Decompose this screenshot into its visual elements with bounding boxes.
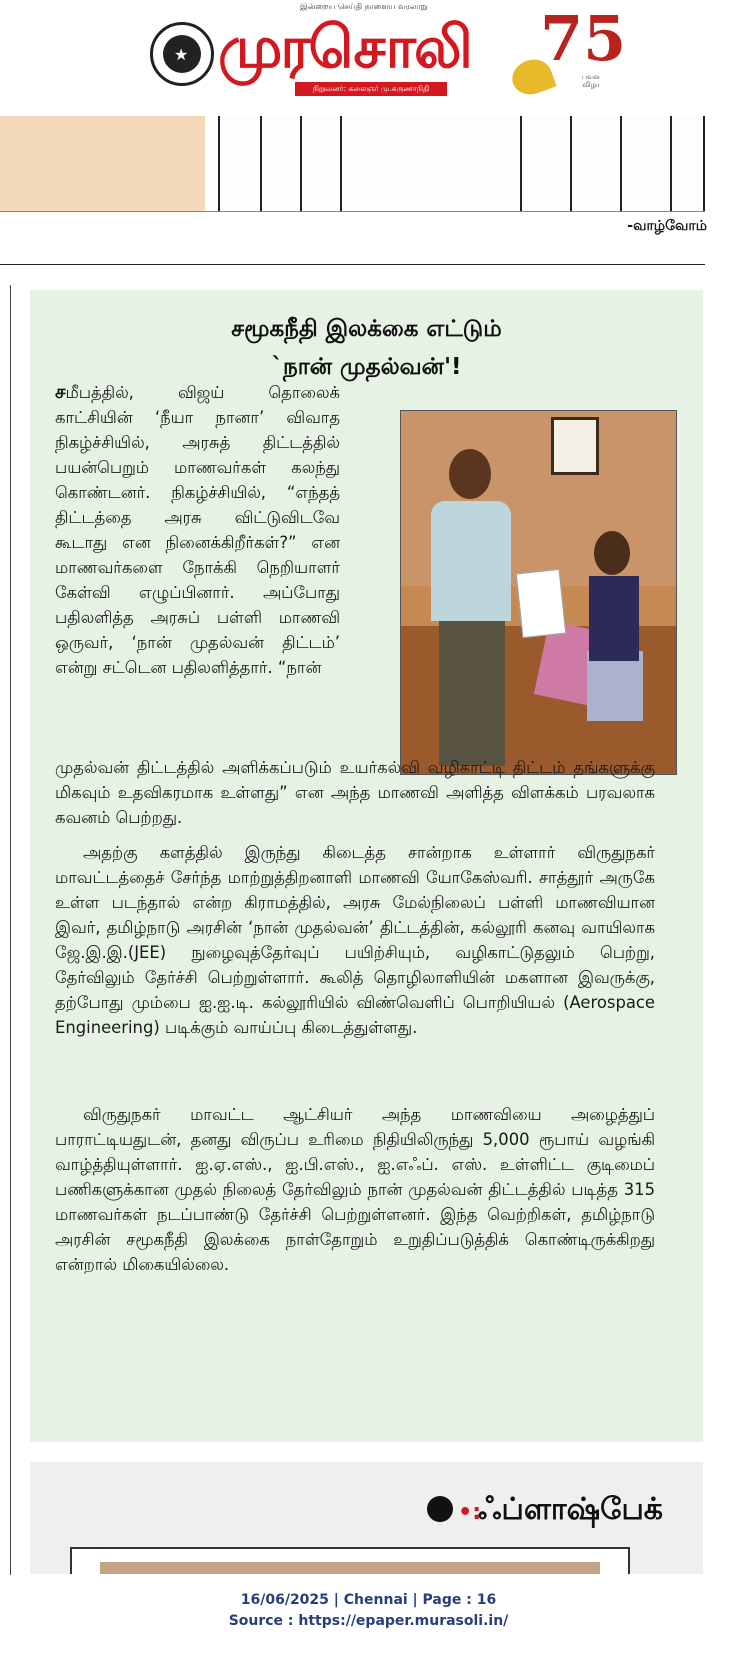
flashback-title: ஃப்ளாஷ்பேக் [478, 1492, 663, 1527]
article-paragraph-1-end: முதல்வன் திட்டத்தில் அளிக்கப்படும் உயர்கல்வி வழிகாட்டி திட்டம் தங்களுக்கு மிகவும் உதவிகரமாக உள்ளது” என அந்த மாணவி அளித்த விளக்கம் பரவலாக கவனம் பெற்றது. [55, 758, 655, 827]
anniversary-number: 75 [540, 2, 627, 75]
cartoon-panel-right [218, 116, 705, 212]
certificate-icon [516, 569, 567, 638]
flash-dots-icon: •: [458, 1500, 481, 1525]
section-divider [0, 264, 705, 265]
flashback-photo [100, 1562, 600, 1574]
article-photo [400, 410, 677, 775]
cartoon-panel-left [0, 116, 205, 212]
portrait-frame-icon [551, 417, 599, 475]
camera-icon [427, 1496, 453, 1522]
masthead-subtitle: நிறுவனர்: கலைஞர் மு.கருணாநிதி [295, 82, 447, 96]
flashback-section [30, 1462, 703, 1574]
column-rule [10, 285, 11, 1575]
footer-source-line: Source : https://epaper.murasoli.in/ [228, 1613, 509, 1629]
headline-line-2: `நான் முதல்வன்'! [271, 354, 462, 380]
article-paragraph-1-start [55, 380, 340, 680]
newspaper-logo: முரசொலி [218, 13, 471, 81]
party-emblem-icon: ★ [150, 22, 214, 86]
article-paragraph-2: அதற்கு களத்தில் இருந்து கிடைத்த சான்றாக உள்ளார் விருதுநகர் மாவட்டத்தைச் சேர்ந்த மாற்றுத்திறனாளி மாணவி யோகேஸ்வரி. சாத்தூர் அருகே உள்ள படந்தால் என்ற கிராமத்தில், அரசு மேல்நிலைப் பள்ளி மாணவியான இவர், தமிழ்நாடு அரசின் ‘நான் முதல்வன்’ திட்டத்தின், கல்லூரி கனவு வாயிலாக ஜே.இ.இ.(JEE) நுழைவுத்தேர்வுப் பயிற்சியும், வழிகாட்டுதலும் பெற்று, தேர்விலும் தேர்ச்சி பெற்றுள்ளார். கூலித் தொழிலாளியின் மகளான இவருக்கு, தற்போது மும்பை ஐ.ஐ.டி. கல்லூரியில் விண்வெளிப் பொறியியல் (Aerospace Engineering) படிக்கும் வாய்ப்பு கிடைத்துள்ளது. [55, 843, 655, 1037]
drop-cap: ச [55, 381, 66, 403]
article-headline [30, 310, 703, 386]
page-footer [0, 1590, 737, 1632]
paragraph-1-text: மீபத்தில், விஜய் தொலைக் காட்சியின் ‘நீயா நானா’ விவாத நிகழ்ச்சியில், அரசுத் திட்டத்தில் பயன்பெறும் மாணவர்கள் கலந்து கொண்டனர். நிகழ்ச்சியில், “எந்தத் திட்டத்தை அரசு விட்டுவிடவே கூடாது என நினைக்கிறீர்கள்?” என மாணவர்களை நோக்கி நெறியாளர் கேள்வி எழுப்பினார். அப்போது பதிலளித்த அரசுப் பள்ளி மாணவி ஒருவர், ‘நான் முதல்வன் திட்டம்’ என்று சட்டென பதிலளித்தார். “நான் [55, 383, 340, 677]
masthead-tagline: இன்றைய செய்தி நாளைய வரலாறு [300, 2, 428, 11]
masthead [0, 0, 737, 118]
cartoon-strip [0, 116, 705, 212]
article-paragraph-3: விருதுநகர் மாவட்ட ஆட்சியர் அந்த மாணவியை அழைத்துப் பாராட்டியதுடன், தனது விருப்ப உரிமை நிதியிலிருந்து 5,000 ரூபாய் வழங்கி வாழ்த்தியுள்ளார். ஐ.ஏ.எஸ்., ஐ.பி.எஸ்., ஐ.எஃப். எஸ். உள்ளிட்ட குடிமைப் பணிகளுக்கான முதல் நிலைத் தேர்விலும் நான் முதல்வன் திட்டத்தில் படித்த 315 மாணவர்கள் நடப்பாண்டு தேர்ச்சி பெற்றுள்ளனர். இந்த வெற்றிகள், தமிழ்நாடு அரசின் சமூகநீதி இலக்கை நாள்தோறும் உறுதிப்படுத்திக் கொண்டிருக்கிறது என்றால் மிகையில்லை. [55, 1105, 655, 1274]
anniversary-caption: பவள விழா [581, 73, 601, 89]
headline-line-1: சமூகநீதி இலக்கை எட்டும் [231, 316, 502, 342]
cartoon-signoff: -வாழ்வோம் [627, 218, 707, 234]
footer-date-line: 16/06/2025 | Chennai | Page : 16 [240, 1592, 497, 1608]
